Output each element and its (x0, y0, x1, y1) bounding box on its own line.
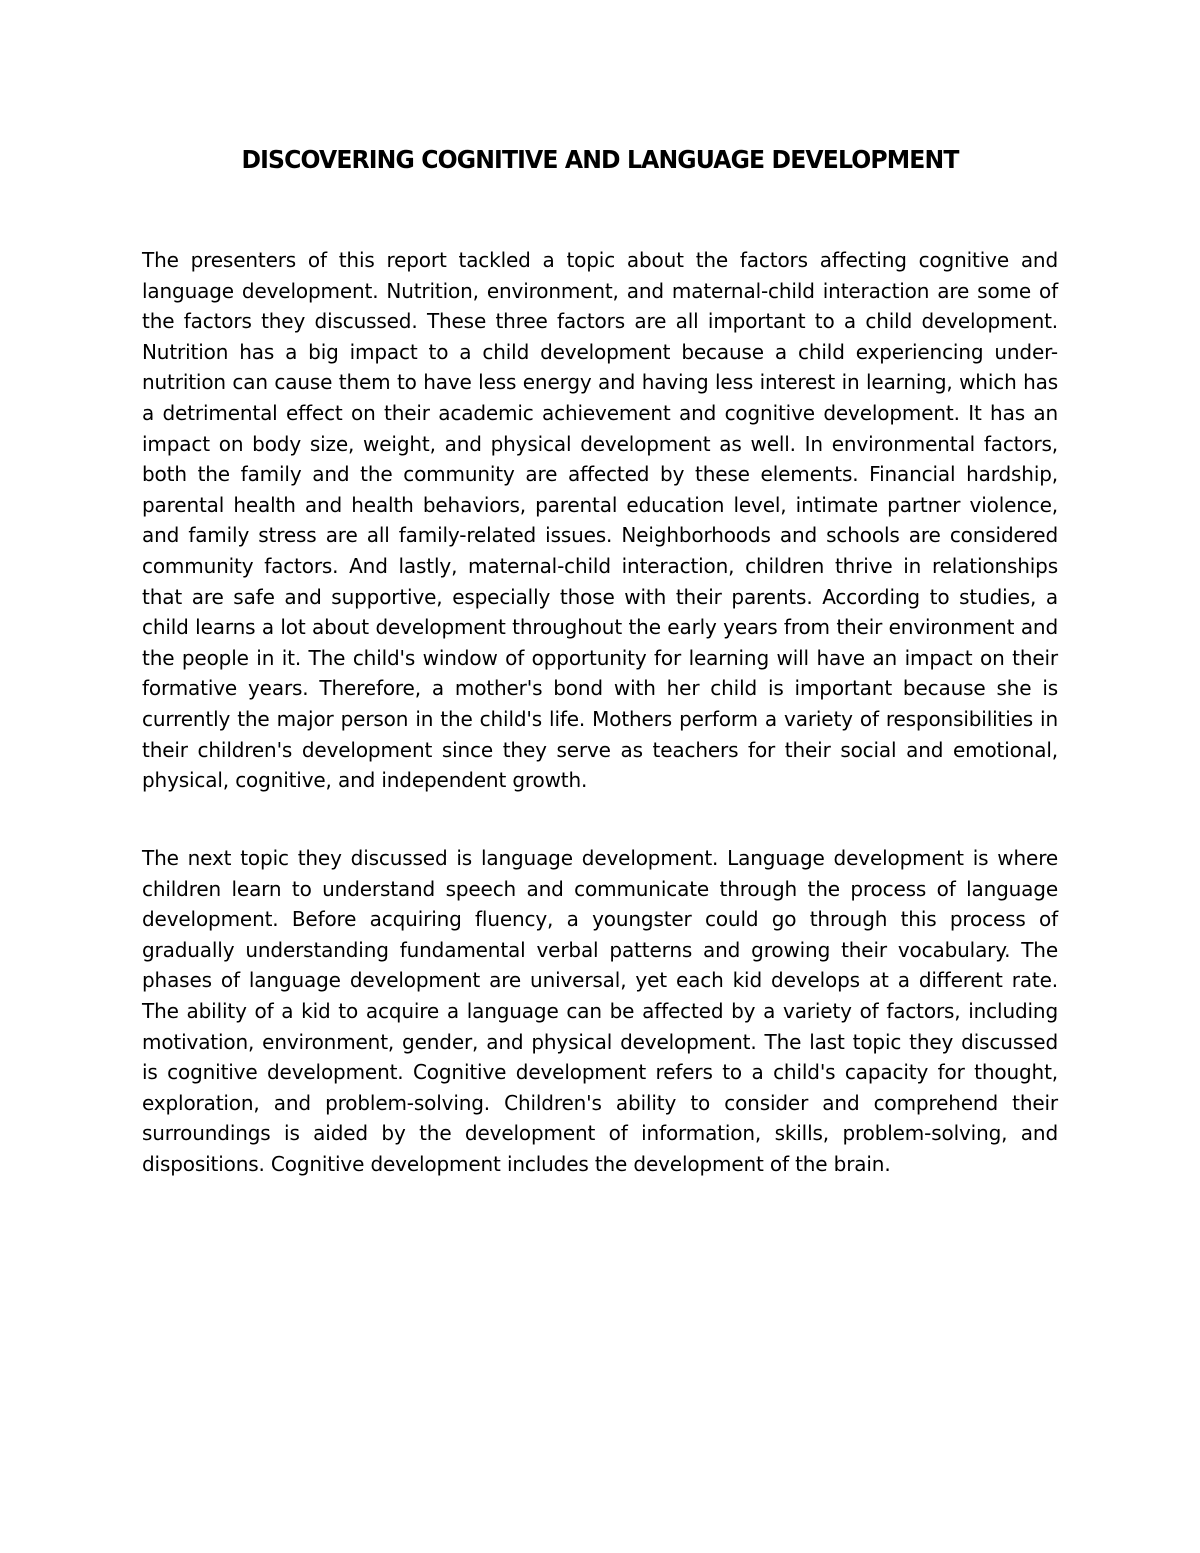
paragraph-language-cognitive: The next topic they discussed is language development. Language development is where children learn to understand speech and communicate through the process of language development. Before acquiring fluency, a youngster could go through this process of gradually understanding fundamental verbal patterns and growing their vocabulary. The phases of language development are universal, yet each kid develops at a different rate. The ability of a kid to acquire a language can be affected by a variety of factors, including motivation, environment, gender, and physical development. The last topic they discussed is cognitive development. Cognitive development refers to a child's capacity for thought, exploration, and problem-solving. Children's ability to consider and comprehend their surroundings is aided by the development of information, skills, problem-solving, and dispositions. Cognitive development includes the development of the brain. (142, 846, 1058, 1176)
paragraph-factors: The presenters of this report tackled a topic about the factors affecting cognitive and language development. Nutrition, environment, and maternal-child interaction are some of the factors they discussed. These three factors are all important to a child development. Nutrition has a big impact to a child development because a child experiencing under-nutrition can cause them to have less energy and having less interest in learning, which has a detrimental effect on their academic achievement and cognitive development. It has an impact on body size, weight, and physical development as well. In environmental factors, both the family and the community are affected by these elements. Financial hardship, parental health and health behaviors, parental education level, intimate partner violence, and family stress are all family-related issues. Neighborhoods and schools are considered community factors. And lastly, maternal-child interaction, children thrive in relationships that are safe and supportive, especially those with their parents. According to studies, a child learns a lot about development throughout the early years from their environment and the people in it. The child's window of opportunity for learning will have an impact on their formative years. Therefore, a mother's bond with her child is important because she is currently the major person in the child's life. Mothers perform a variety of responsibilities in their children's development since they serve as teachers for their social and emotional, physical, cognitive, and independent growth. (142, 248, 1058, 793)
document-title: DISCOVERING COGNITIVE AND LANGUAGE DEVELOPMENT (241, 145, 959, 174)
